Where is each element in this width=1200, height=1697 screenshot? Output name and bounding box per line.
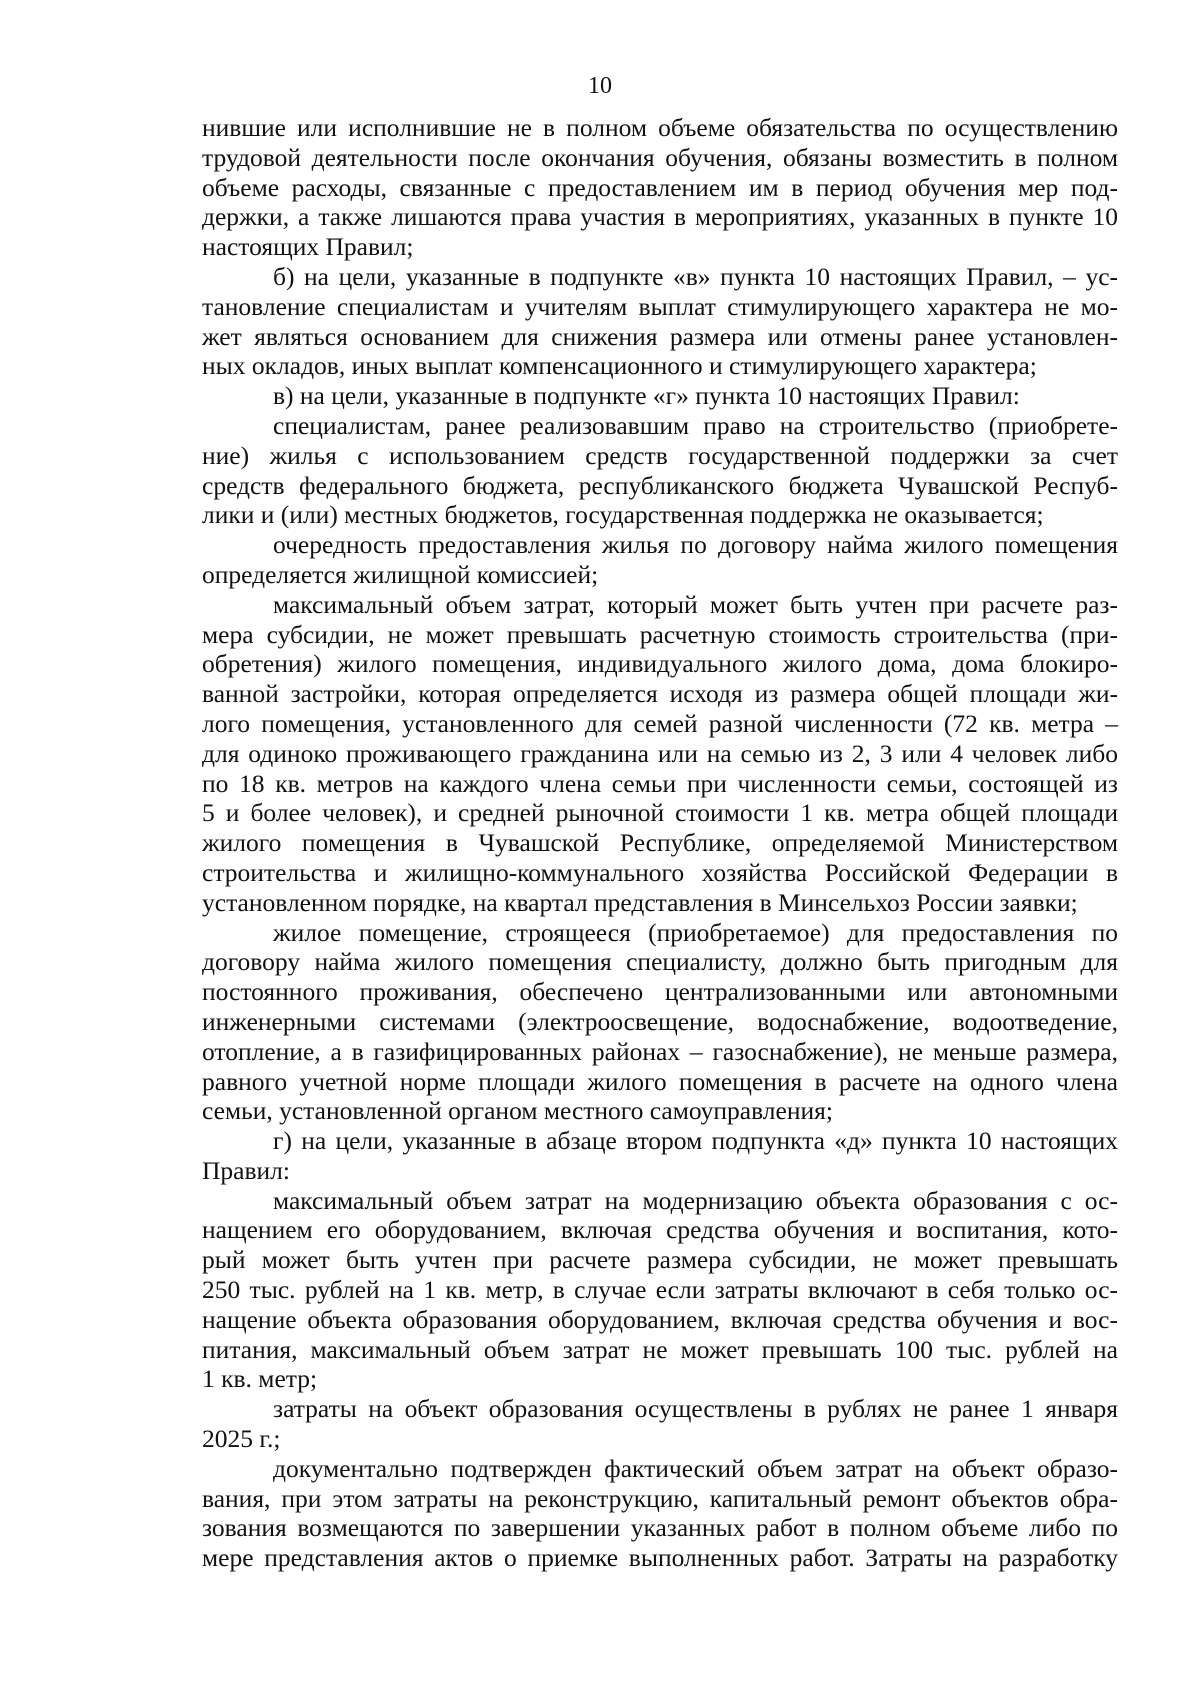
text-line: объеме расходы, связанные с предоставлением им в период обучения мер под- <box>202 172 1118 202</box>
text-line: лого помещения, установленного для семей разной численности (72 кв. метра – <box>202 708 1118 738</box>
text-line: трудовой деятельности после окончания обучения, обязаны возместить в полном <box>202 142 1118 172</box>
text-line: б) на цели, указанные в подпункте «в» пункта 10 настоящих Правил, – ус- <box>273 261 1118 291</box>
text-line: затраты на объект образования осуществлены в рублях не ранее 1 января <box>273 1394 1118 1424</box>
text-line: вания, при этом затраты на реконструкцию, капитальный ремонт объектов обра- <box>202 1483 1118 1513</box>
text-line: нащением его оборудованием, включая средства обучения и воспитания, кото- <box>202 1215 1118 1245</box>
text-line: настоящих Правил; <box>202 232 414 262</box>
text-line: ние) жилья с использованием средств государственной поддержки за счет <box>202 440 1118 470</box>
text-line: постоянного проживания, обеспечено централизованными или автономными <box>202 977 1118 1007</box>
text-line: нившие или исполнившие не в полном объеме обязательства по осуществлению <box>202 113 1118 142</box>
text-line: отопление, а в газифицированных районах – газоснабжение), не меньше размера, <box>202 1036 1118 1066</box>
text-line: максимальный объем затрат, который может быть учтен при расчете раз- <box>273 589 1118 619</box>
page-number: 10 <box>588 73 612 99</box>
text-line: г) на цели, указанные в абзаце втором подпункта «д» пункта 10 настоящих <box>273 1126 1118 1156</box>
text-line: обретения) жилого помещения, индивидуального жилого дома, дома блокиро- <box>202 649 1118 679</box>
text-line: рый может быть учтен при расчете размера субсидии, не может превышать <box>202 1245 1118 1275</box>
text-line: мера субсидии, не может превышать расчетную стоимость строительства (при- <box>202 619 1118 649</box>
text-line: мере представления актов о приемке выполненных работ. Затраты на разработку <box>202 1543 1118 1573</box>
text-line: по 18 кв. метров на каждого члена семьи при численности семьи, состоящей из <box>202 768 1118 798</box>
text-line: жет являться основанием для снижения размера или отмены ранее установлен- <box>202 321 1118 351</box>
text-line: инженерными системами (электроосвещение, водоснабжение, водоотведение, <box>202 1006 1118 1036</box>
text-line: 1 кв. метр; <box>202 1364 318 1394</box>
text-line: документально подтвержден фактический объем затрат на объект образо- <box>273 1453 1118 1483</box>
text-line: нащение объекта образования оборудованием, включая средства обучения и вос- <box>202 1304 1118 1334</box>
text-line: ных окладов, иных выплат компенсационного и стимулирующего характера; <box>202 351 1037 381</box>
text-line: определяется жилищной комиссией; <box>202 559 599 589</box>
text-line: в) на цели, указанные в подпункте «г» пункта 10 настоящих Правил: <box>273 381 1020 411</box>
text-line: 2025 г.; <box>202 1424 281 1454</box>
text-line: Правил: <box>202 1155 290 1185</box>
text-line: строительства и жилищно-коммунального хозяйства Российской Федерации в <box>202 857 1118 887</box>
text-line: 5 и более человек), и средней рыночной стоимости 1 кв. метра общей площади <box>202 798 1118 828</box>
text-line: жилое помещение, строящееся (приобретаемое) для предоставления по <box>273 917 1118 947</box>
text-line: максимальный объем затрат на модернизацию объекта образования с ос- <box>273 1185 1118 1215</box>
text-line: тановление специалистам и учителям выплат стимулирующего характера не мо- <box>202 291 1118 321</box>
text-line: равного учетной норме площади жилого помещения в расчете на одного члена <box>202 1066 1118 1096</box>
text-line: питания, максимальный объем затрат не может превышать 100 тыс. рублей на <box>202 1334 1118 1364</box>
text-line: держки, а также лишаются права участия в мероприятиях, указанных в пункте 10 <box>202 202 1118 232</box>
text-line: жилого помещения в Чувашской Республике, определяемой Министерством <box>202 828 1118 858</box>
text-line: семьи, установленной органом местного самоуправления; <box>202 1096 833 1126</box>
text-line: 250 тыс. рублей на 1 кв. метр, в случае если затраты включают в себя только ос- <box>202 1275 1118 1305</box>
document-body <box>202 113 1118 1573</box>
text-line: установленном порядке, на квартал представления в Минсельхоз России заявки; <box>202 887 1078 917</box>
text-line: ванной застройки, которая определяется исходя из размера общей площади жи- <box>202 679 1118 709</box>
text-line: договору найма жилого помещения специалисту, должно быть пригодным для <box>202 947 1118 977</box>
text-line: очередность предоставления жилья по договору найма жилого помещения <box>273 530 1118 560</box>
text-line: лики и (или) местных бюджетов, государственная поддержка не оказывается; <box>202 500 1044 530</box>
text-line: зования возмещаются по завершении указанных работ в полном объеме либо по <box>202 1513 1118 1543</box>
text-line: специалистам, ранее реализовавшим право на строительство (приобрете- <box>273 410 1118 440</box>
text-line: средств федерального бюджета, республиканского бюджета Чувашской Респуб- <box>202 470 1118 500</box>
text-line: для одиноко проживающего гражданина или на семью из 2, 3 или 4 человек либо <box>202 738 1118 768</box>
